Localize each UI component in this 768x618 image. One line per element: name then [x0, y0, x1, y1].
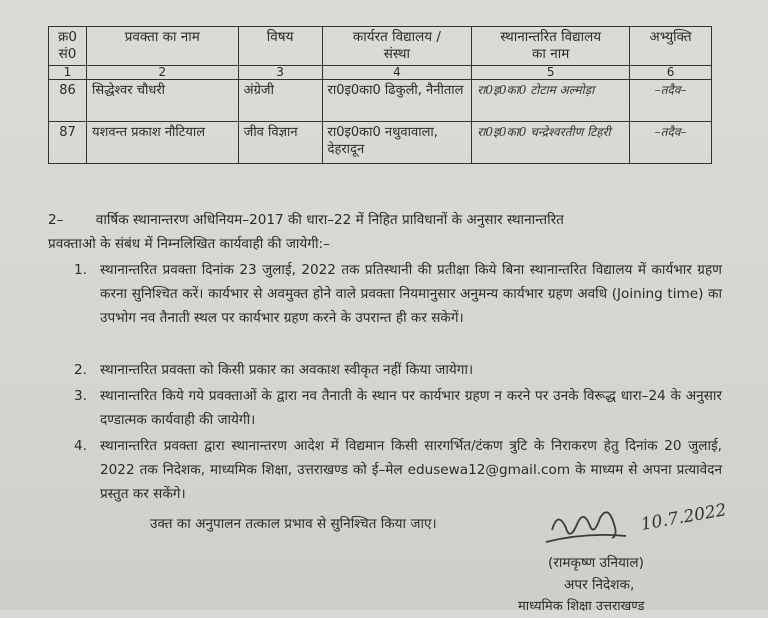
section-line-2: प्रवक्ताओ के संबंध में निम्नलिखित कार्यवाही की जायेगी:– — [48, 236, 330, 252]
item-number: 4. — [74, 438, 87, 454]
cell-name: सिद्धेश्वर चौधरी — [86, 80, 238, 122]
header-serial: क्र0 सं0 — [49, 27, 87, 66]
cell-serial: 87 — [49, 122, 87, 164]
table-header-row — [49, 27, 712, 66]
section-2-heading — [48, 208, 724, 256]
table-row — [49, 122, 712, 164]
signatory-office: माध्यमिक शिक्षा उत्तराखण्ड — [518, 599, 645, 614]
column-number-row — [49, 66, 712, 80]
signatory-designation: अपर निदेशक, — [564, 577, 635, 593]
item-text: स्थानान्तरित किये गये प्रवक्ताओं के द्वारा नव तैनाती के स्थान पर कार्यभार ग्रहण न करने पर उनके विरूद्ध धारा–24 के अनुसार दण्डात्मक कार्यवाही की जायेगी। — [100, 388, 722, 428]
col-number: 6 — [630, 66, 712, 80]
item-number: 1. — [74, 262, 87, 278]
list-item — [74, 358, 722, 382]
cell-transferred-school: रा0इ0का0 टोटाम अल्मोड़ा — [472, 80, 630, 122]
item-text: स्थानान्तरित प्रवक्ता दिनांक 23 जुलाई, 2022 तक प्रतिस्थानी की प्रतीक्षा किये बिना स्थानान्तरित विद्यालय में कार्यभार ग्रहण करना सुनिश्चित करें। कार्यभार से अवमुक्त होने वाले प्रवक्ता नियमानुसार अनुमन्य कार्यभार ग्रहण अवधि (Joining time) का उपभोग नव तैनाती स्थल पर कार्यभार ग्रहण करने के उपरान्त ही कर सकेगें। — [100, 262, 722, 326]
cell-current-school: रा0इ0का0 ढिकुली, नैनीताल — [322, 80, 472, 122]
transfer-table — [48, 26, 712, 164]
header-teacher-name: प्रवक्ता का नाम — [86, 27, 238, 66]
cell-serial: 86 — [49, 80, 87, 122]
signature-scribble — [530, 500, 760, 560]
item-number: 3. — [74, 388, 87, 404]
signature-date: 10.7.2022 — [639, 500, 729, 535]
item-text: स्थानान्तरित प्रवक्ता को किसी प्रकार का अवकाश स्वीकृत नहीं किया जायेगा। — [100, 362, 474, 378]
col-number: 5 — [472, 66, 630, 80]
col-number: 1 — [49, 66, 87, 80]
section-number: 2– — [48, 212, 64, 228]
list-item — [74, 434, 722, 506]
list-item — [74, 384, 722, 432]
header-current-school: कार्यरत विद्यालय / संस्था — [322, 27, 472, 66]
list-item — [74, 258, 722, 330]
closing-line: उक्त का अनुपालन तत्काल प्रभाव से सुनिश्चित किया जाए। — [150, 516, 437, 532]
col-number: 3 — [238, 66, 322, 80]
col-number: 2 — [86, 66, 238, 80]
cell-remark: –तदैव– — [630, 80, 712, 122]
col-number: 4 — [322, 66, 472, 80]
cell-name: यशवन्त प्रकाश नौटियाल — [86, 122, 238, 164]
cell-transferred-school: रा0इ0का0 चन्द्रेश्वरतीण टिहरी — [472, 122, 630, 164]
section-line-1: वार्षिक स्थानान्तरण अधिनियम–2017 की धारा–22 में निहित प्राविधानों के अनुसार स्थानान्तरित — [95, 212, 564, 228]
table-row — [49, 80, 712, 122]
signatory-name: (रामकृष्ण उनियाल) — [548, 555, 644, 571]
cell-remark: –तदैव– — [630, 122, 712, 164]
cell-current-school: रा0इ0का0 नथुवावाला, देहरादून — [322, 122, 472, 164]
cell-subject: अंग्रेजी — [238, 80, 322, 122]
header-transferred-school: स्थानान्तरित विद्यालय का नाम — [472, 27, 630, 66]
header-remark: अभ्युक्ति — [630, 27, 712, 66]
header-subject: विषय — [238, 27, 322, 66]
item-text: स्थानान्तरित प्रवक्ता द्वारा स्थानान्तरण आदेश में विद्यमान किसी सारगर्भित/टंकण त्रुटि के निराकरण हेतु दिनांक 20 जुलाई, 2022 तक निदेशक, माध्यमिक शिक्षा, उत्तराखण्ड को ई–मेल edusewa12@gmail.com के माध्यम से अपना प्रत्यावेदन प्रस्तुत कर सकेंगे। — [100, 438, 722, 502]
cell-subject: जीव विज्ञान — [238, 122, 322, 164]
item-number: 2. — [74, 362, 87, 378]
